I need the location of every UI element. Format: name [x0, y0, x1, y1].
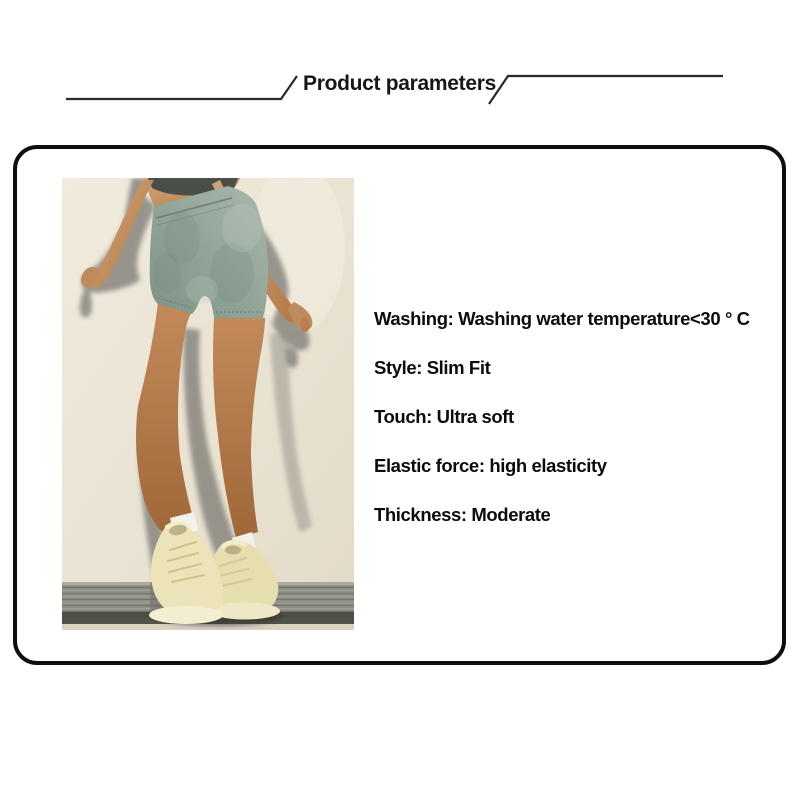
- parameter-item-elastic: Elastic force: high elasticity: [374, 454, 607, 476]
- right-hand-fingers: [300, 318, 310, 332]
- header-left-line: [66, 76, 297, 99]
- parameter-item-thickness: Thickness: Moderate: [374, 503, 551, 525]
- parameter-item-washing: Washing: Washing water temperature<30 ° C: [374, 307, 750, 329]
- left-sole: [149, 606, 223, 624]
- parameter-item-touch: Touch: Ultra soft: [374, 405, 514, 427]
- header-right-line: [489, 76, 723, 104]
- parameter-list: [374, 294, 750, 539]
- product-photo-illustration: [62, 178, 354, 630]
- product-photo: [62, 178, 354, 630]
- parameter-item-style: Style: Slim Fit: [374, 356, 491, 378]
- shorts: [150, 186, 268, 318]
- header-decoration-lines: [0, 0, 800, 135]
- section-title: Product parameters: [303, 72, 497, 95]
